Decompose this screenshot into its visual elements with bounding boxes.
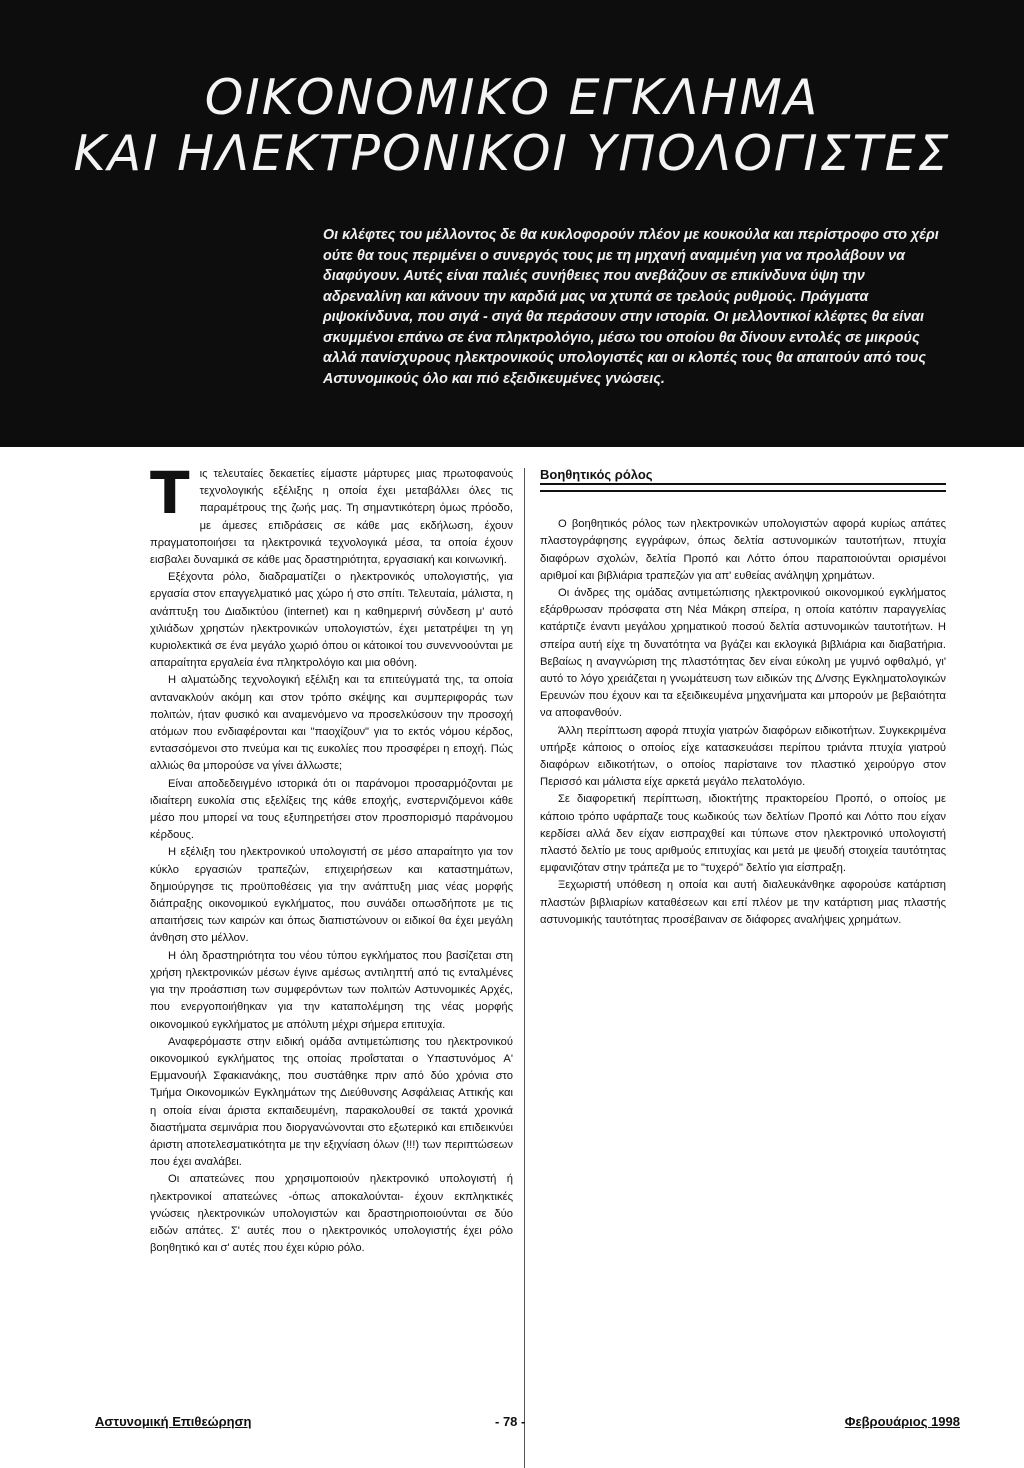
body-paragraph: Αναφερόμαστε στην ειδική ομάδα αντιμετώπισης του ηλεκτρονικού οικονομικού εγκλήματος της οποίας προΐσταται ο Υπαστυνόμος Α' Εμμανουήλ Σφακιανάκης, που συστάθηκε πριν από δύο χρόνια στο Τμήμα Οικονομικών Εγκλημάτων της Διεύθυνσης Ασφάλειας Αττικής και η οποία είναι άριστα εκπαιδευμένη, παρακολουθεί σε τακτά χρονικά διαστήματα σεμινάρια που διοργανώνονται στο εξωτερικό και επιδεικνύει άριστη αποτελεσματικότητα με την εξιχνίαση όλων (!!!) των περιπτώσεων που έχει αναλάβει. bbox=[150, 1035, 513, 1169]
right-column bbox=[540, 466, 946, 929]
body-paragraph: Τις τελευταίες δεκαετίες είμαστε μάρτυρες μιας πρωτοφανούς τεχνολογικής εξέλιξης η οποία έχει μεταβάλλει όλες τις παραμέτρους της ζωής μας. Τη σημαντικότερη όμως πρόοδο, με άμεσες επιδράσεις σε κάθε μας εκδήλωση, έχουν πραγματοποιήσει τα ηλεκτρονικά τεχνολογικά μέσα, τα οποία έχουν εισβαλει δυναμικά σε κάθε μας δραστηριότητα, εργασιακή και κοινωνική. bbox=[150, 459, 513, 567]
lead-paragraph: Οι κλέφτες του μέλλοντος δε θα κυκλοφορούν πλέον με κουκούλα και περίστροφο στο χέρι ούτε θα τους περιμένει ο συνεργός τους με τη μηχανή αναμμένη για να προλάβουν να διαφύγουν. Αυτές είναι παλιές συνήθειες που ανεβάζουν σε επικίνδυνα ύψη την αδρεναλίνη και κάνουν την καρδιά μας να χτυπά σε τρελούς ρυθμούς. Πράγματα ριψοκίνδυνα, που σιγά - σιγά θα περάσουν στην ιστορία. Οι μελλοντικοί κλέφτες θα είναι σκυμμένοι επάνω σε ένα πληκτρολόγιο, μέσω του οποίου θα δίνουν εντολές σε μικρούς αλλά πανίσχυρους ηλεκτρονικούς υπολογιστές και οι κλοπές τους θα απαιτούν από τους Αστυνομικούς όλο και πιό εξειδικευμένες γνώσεις. bbox=[323, 227, 939, 387]
body-paragraph: Ξεχωριστή υπόθεση η οποία και αυτή διαλευκάνθηκε αφορούσε κατάρτιση πλαστών βιβλιαρίων καταθέσεων και επί πλέον με την κατάρτιση μιας πλαστής αστυνομικής ταυτότητας προσέβαιναν σε διάφορες αναλήψεις χρημάτων. bbox=[540, 879, 946, 926]
section-title-rule bbox=[540, 483, 946, 492]
page-footer bbox=[95, 1414, 960, 1438]
body-paragraph: Οι άνδρες της ομάδας αντιμετώπισης ηλεκτρονικού οικονομικού εγκλήματος εξάρθρωσαν πρόσφατα στη Νέα Μάκρη σπείρα, η οποία κατόπιν παραγγελίας κατάρτιζε έναντι μεγάλου χρηματικού ποσού δελτία αστυνομικών ταυτοτήτων. Η σπείρα αυτή είχε τη δυνατότητα να βγάζει και εκλογικά βιβλιάρια και διαβατήρια. Βεβαίως η αναγνώριση της πλαστότητας δεν είναι εύκολη με γυμνό οφθαλμό, γι' αυτό το λόγο χρειάζεται η γνωμάτευση των ειδικών της Δ/νσης Εγκληματολογικών Ερευνών που έχουν και τα εξειδικευμένα μηχανήματα και μπορούν με βεβαιότητα να αποφανθούν. bbox=[540, 587, 946, 720]
title-line-1: ΟΙΚΟΝΟΜΙΚΟ ΕΓΚΛΗΜΑ bbox=[204, 69, 820, 126]
header-banner bbox=[0, 0, 1024, 447]
drop-cap: Τ bbox=[150, 459, 190, 527]
body-paragraph: Οι απατεώνες που χρησιμοποιούν ηλεκτρονικό υπολογιστή ή ηλεκτρονικοί απατεώνες -όπως αποκαλούνται- έχουν εκπληκτικές γνώσεις ηλεκτρονικών υπολογιστών και δραστηριοποιούνται σε δύο ειδών απάτες. Σ' αυτές που ο ηλεκτρονικός υπολογιστής έχει ρόλο βοηθητικό και σ' αυτές που έχει κύριο ρόλο. bbox=[150, 1173, 513, 1255]
body-paragraph: Ο βοηθητικός ρόλος των ηλεκτρονικών υπολογιστών αφορά κυρίως απάτες πλαστογράφησης εγγράφων, όπως δελτία αστυνομικών ταυτοτήτων, πτυχία διαφόρων σχολών, δελτία Προπό και Λόττο όπου παραποιούνται ορισμένοι αριθμοί και βιβλιάρια τραπεζών για απ' ευθείας ανάληψη χρημάτων. bbox=[540, 518, 946, 582]
title-line-2: ΚΑΙ ΗΛΕΚΤΡΟΝΙΚΟΙ ΥΠΟΛΟΓΙΣΤΕΣ bbox=[73, 125, 951, 182]
body-paragraph: Άλλη περίπτωση αφορά πτυχία γιατρών διαφόρων ειδικοτήτων. Συγκεκριμένα υπήρξε κάποιος ο οποίος είχε κατασκευάσει περίπου τριάντα πτυχία γιατρού διαφόρων ειδικοτήτων, ο οποίος παρίσταινε τον πλαστικό χειρούργο στον Περισσό και μάλιστα είχε αρκετά μεγάλο πελατολόγιο. bbox=[540, 724, 946, 789]
body-paragraph: Η όλη δραστηριότητα του νέου τύπου εγκλήματος που βασίζεται στη χρήση ηλεκτρονικών μέσων έγινε αμέσως αντιληπτή από τις ενταλμένες για την προάσπιση των συμφερόντων των πολιτών Αστυνομικές Αρχές, που ενεργοποιήθηκαν για την καταπολέμηση της νέας μορφής οικονομικού εγκλήματος με απόλυτη μέχρι σήμερα επιτυχία. bbox=[150, 949, 513, 1031]
body-paragraph: Η αλματώδης τεχνολογική εξέλιξη και τα επιτεύγματά της, τα οποία αντανακλούν ακόμη και στον τρόπο σκέψης και συμπεριφοράς των πολιτών, ήταν φυσικό και αναμενόμενο να προσελκύσουν την προσοχή ατόμων που ενδιαφέρονται και "παοχίζουν" για το εκτός νόμου κέρδος, εντασσόμενοι στο πνεύμα και τις ευκολίες που προσφέρει η εποχή. Πώς αλλιώς θα μπορούσε να γίνει άλλωστε; bbox=[150, 674, 513, 773]
left-column bbox=[150, 459, 513, 1257]
section-title: Βοηθητικός ρόλος bbox=[540, 467, 653, 482]
footer-date: Φεβρουάριος 1998 bbox=[844, 1414, 960, 1429]
body-paragraph: Εξέχοντα ρόλο, διαδραματίζει ο ηλεκτρονικός υπολογιστής, για εργασία στον επαγγελματικό μας χώρο ή στο σπίτι. Τελευταία, μάλιστα, η ανάπτυξη του Διαδικτύου (internet) και η καθημερινή σύνδεση μ' αυτό χιλιάδων χρηστών ηλεκτρονικών υπολογιστών, έχει μετατρέψει τη γη κυριολεκτικά σε ένα μεγάλο χωριό όπου οι κάτοικοί του συνεννοούνται με απαραίτητα εργαλεία ένα πληκτρολόγιο και μια οθόνη. bbox=[150, 571, 513, 670]
footer-page-number: - 78 - bbox=[495, 1414, 526, 1429]
body-paragraph: Η εξέλιξη του ηλεκτρονικού υπολογιστή σε μέσο απαραίτητο για τον κύκλο εργασιών τραπεζών, επιχειρήσεων και καταστημάτων, δημιούργησε τις προϋποθέσεις για την ανάπτυξη μιας νέας μορφής διάπραξης οικονομικού εγκλήματος, που συνάδει οπωσδήποτε με τις απαιτήσεις των καιρών και όπως διαπιστώνουν οι ειδικοί θα έχει μεγάλη άνθηση στο μέλλον. bbox=[150, 846, 513, 945]
body-paragraph: Σε διαφορετική περίπτωση, ιδιοκτήτης πρακτορείου Προπό, ο οποίος με κάποιο τρόπο υφάρπαζε τους κωδικούς των δελτίων Προπό και Λόττο που είχαν κερδίσει αλλά δεν είχαν εισπραχθεί και τύπωνε στον ηλεκτρονικό υπολογιστή πλαστό δελτίο με τους αριθμούς επιτυχίας και μετά με ψευδή στοιχεία ταυτότητας εμφανιζόταν στην τράπεζα με το "τυχερό" δελτίο για είσπραξη. bbox=[540, 793, 946, 875]
column-divider bbox=[524, 468, 525, 1468]
body-paragraph: Είναι αποδεδειγμένο ιστορικά ότι οι παράνομοι προσαρμόζονται με ιδιαίτερη ευκολία στις εξελίξεις της κάθε εποχής, ενστερνιζόμενοι κάθε μέσο που μπορεί να τους εξυπηρετήσει στον προσπορισμό παράνομου κέρδους. bbox=[150, 777, 513, 842]
footer-publication: Αστυνομική Επιθεώρηση bbox=[95, 1414, 252, 1429]
